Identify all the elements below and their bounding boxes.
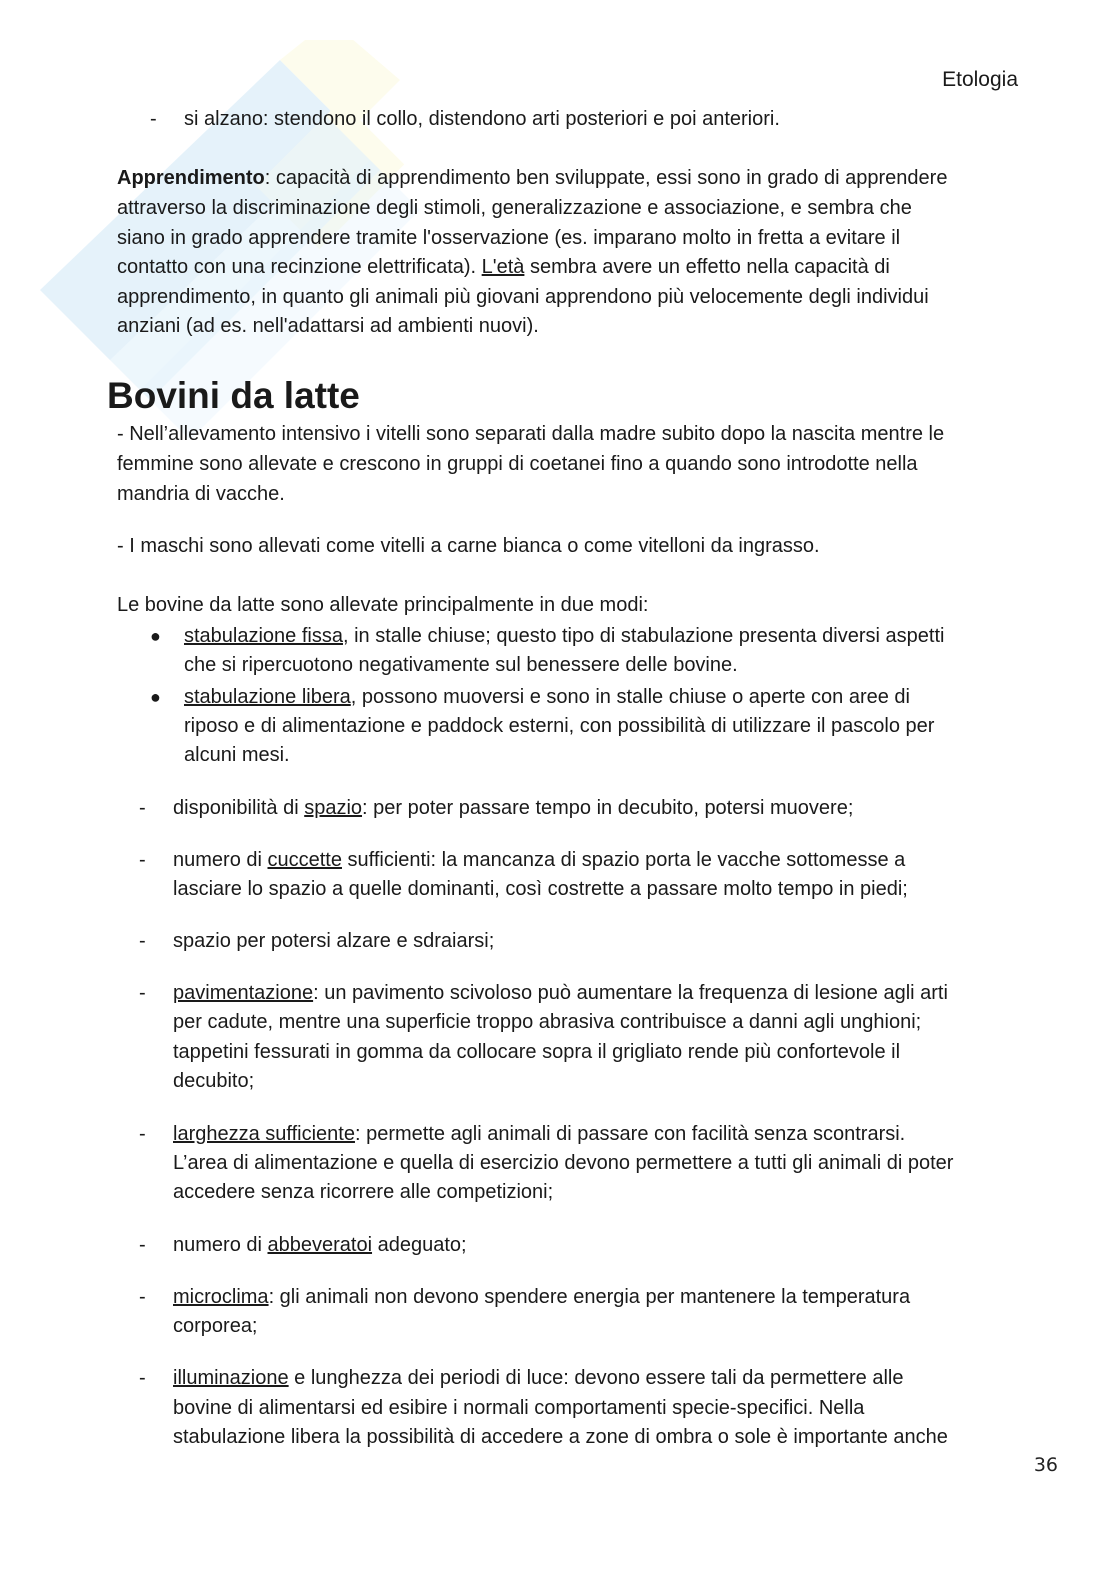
paragraph-line [117, 163, 947, 193]
text-span: sembra avere un effetto nella capacità di [524, 256, 890, 278]
underlined-term: microclima [173, 1286, 269, 1308]
paragraph-line: - Nell’allevamento intensivo i vitelli sono separati dalla madre subito dopo la nascita mentre le [117, 423, 945, 445]
text-span: e lunghezza dei periodi di luce: devono essere tali da permettere alle [288, 1367, 904, 1389]
text-span: disponibilità di [173, 797, 305, 819]
dash-marker: - [139, 797, 146, 819]
underlined-term: illuminazione [173, 1367, 289, 1389]
list-item-continuation: tappetini fessurati in gomma da collocare sopra il grigliato rende più confortevole il [173, 1041, 901, 1063]
underlined-term: abbeveratoi [267, 1234, 373, 1256]
list-item [173, 1282, 910, 1312]
list-item [173, 1119, 905, 1149]
dash-marker: - [139, 982, 146, 1004]
bullet-icon: ● [150, 687, 161, 707]
paragraph-line: mandria di vacche. [117, 483, 285, 505]
paragraph-line: - I maschi sono allevati come vitelli a carne bianca o come vitelloni da ingrasso. [117, 535, 820, 557]
list-item-continuation: bovine di alimentarsi ed esibire i normali comportamenti specie-specifici. Nella [173, 1397, 865, 1419]
text-span: , possono muoversi e sono in stalle chiuse o aperte con aree di [350, 686, 910, 708]
list-item: si alzano: stendono il collo, distendono arti posteriori e poi anteriori. [184, 108, 780, 130]
paragraph-line: femmine sono allevate e crescono in gruppi di coetanei fino a quando sono introdotte nella [117, 453, 918, 475]
underlined-term: L'età [481, 256, 525, 278]
bullet-icon: ● [150, 626, 161, 646]
text-span: contatto con una recinzione elettrificata). [117, 256, 482, 278]
bold-term: Apprendimento [117, 167, 265, 189]
text-span: : capacità di apprendimento ben sviluppate, essi sono in grado di apprendere [264, 167, 948, 189]
paragraph-line: apprendimento, in quanto gli animali più giovani apprendono più velocemente degli individui [117, 286, 929, 308]
list-item [184, 682, 910, 712]
underlined-term: pavimentazione [173, 982, 314, 1004]
page-number: 36 [1033, 1454, 1058, 1476]
dash-marker: - [139, 1367, 146, 1389]
underlined-term: cuccette [267, 849, 342, 871]
list-item-continuation: decubito; [173, 1070, 255, 1092]
dash-marker: - [139, 930, 146, 952]
section-title: Bovini da latte [107, 375, 360, 416]
text-span: numero di [173, 1234, 268, 1256]
underlined-term: larghezza sufficiente [173, 1123, 355, 1145]
dash-marker: - [139, 1234, 146, 1256]
list-item [173, 845, 905, 875]
text-span: : permette agli animali di passare con facilità senza scontrarsi. [354, 1123, 906, 1145]
list-item-continuation: per cadute, mentre una superficie troppo abrasiva contribuisce a danni agli unghioni; [173, 1011, 922, 1033]
dash-marker: - [139, 1123, 146, 1145]
list-item-continuation: stabulazione libera la possibilità di accedere a zone di ombra o sole è importante anche [173, 1426, 948, 1448]
text-span: : un pavimento scivoloso può aumentare la frequenza di lesione agli arti [313, 982, 948, 1004]
dash-marker: - [139, 1286, 146, 1308]
paragraph-line: anziani (ad es. nell'adattarsi ad ambienti nuovi). [117, 315, 539, 337]
underlined-term: stabulazione libera [184, 686, 351, 708]
list-item-continuation: L’area di alimentazione e quella di esercizio devono permettere a tutti gli animali di poter [173, 1152, 954, 1174]
list-item-continuation: alcuni mesi. [184, 744, 290, 766]
list-item-continuation: che si ripercuotono negativamente sul benessere delle bovine. [184, 654, 738, 676]
list-item-continuation: corporea; [173, 1315, 258, 1337]
list-item [184, 621, 944, 651]
list-item-continuation: lasciare lo spazio a quelle dominanti, così costrette a passare molto tempo in piedi; [173, 878, 908, 900]
list-item-continuation: accedere senza ricorrere alle competizioni; [173, 1181, 554, 1203]
text-span: , in stalle chiuse; questo tipo di stabulazione presenta diversi aspetti [342, 625, 945, 647]
paragraph-line [117, 252, 890, 282]
paragraph-line: Le bovine da latte sono allevate principalmente in due modi: [117, 594, 649, 616]
text-span: adeguato; [372, 1234, 467, 1256]
list-item [173, 1230, 467, 1260]
list-item [173, 1363, 903, 1393]
underlined-term: stabulazione fissa [184, 625, 343, 647]
underlined-term: spazio [304, 797, 363, 819]
text-span: : gli animali non devono spendere energia per mantenere la temperatura [268, 1286, 911, 1308]
list-item [173, 978, 948, 1008]
paragraph-line: siano in grado apprendere tramite l'osservazione (es. imparano molto in fretta a evitare il [117, 227, 901, 249]
running-header: Etologia [942, 68, 1018, 91]
list-item-continuation: riposo e di alimentazione e paddock esterni, con possibilità di utilizzare il pascolo per [184, 715, 935, 737]
text-span: numero di [173, 849, 268, 871]
text-span: : per poter passare tempo in decubito, potersi muovere; [362, 797, 854, 819]
paragraph-line: attraverso la discriminazione degli stimoli, generalizzazione e associazione, e sembra che [117, 197, 912, 219]
dash-marker: - [139, 849, 146, 871]
list-item: spazio per potersi alzare e sdraiarsi; [173, 930, 495, 952]
text-span: sufficienti: la mancanza di spazio porta le vacche sottomesse a [341, 849, 906, 871]
list-item [173, 793, 853, 823]
dash-marker: - [150, 108, 157, 130]
